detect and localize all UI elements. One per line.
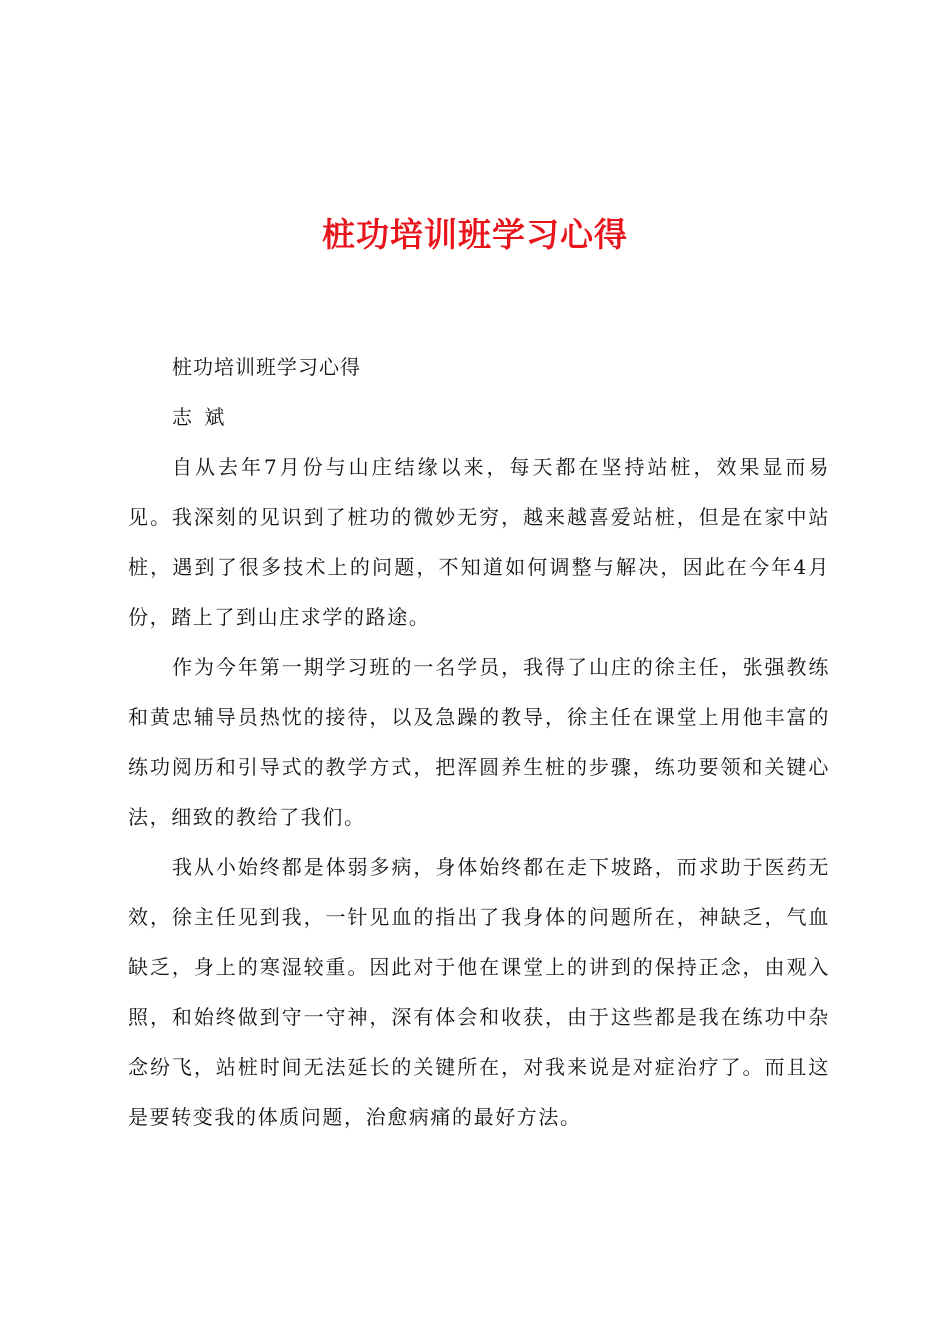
- body-paragraph: 作为今年第一期学习班的一名学员，我得了山庄的徐主任，张强教练和黄忠辅导员热忱的接待，以及急躁的教导，徐主任在课堂上用他丰富的练功阅历和引导式的教学方式，把浑圆养生桩的步骤，练功要领和关键心法，细致的教给了我们。: [128, 655, 830, 829]
- document-subtitle: 桩功培训班学习心得: [172, 355, 361, 379]
- body-paragraph: 我从小始终都是体弱多病，身体始终都在走下坡路，而求助于医药无效，徐主任见到我，一针见血的指出了我身体的问题所在，神缺乏，气血缺乏，身上的寒湿较重。因此对于他在课堂上的讲到的保持正念，由观入照，和始终做到守一守神，深有体会和收获，由于这些都是我在练功中杂念纷飞，站桩时间无法延长的关键所在，对我来说是对症治疗了。而且这是要转变我的体质问题，治愈病痛的最好方法。: [128, 855, 830, 1129]
- document-title: 桩功培训班学习心得: [322, 215, 628, 254]
- author-name: 志 斌: [172, 405, 226, 429]
- document-body: [128, 342, 830, 1142]
- body-paragraph: 自从去年7月份与山庄结缘以来，每天都在坚持站桩，效果显而易见。我深刻的见识到了桩功的微妙无穷，越来越喜爱站桩，但是在家中站桩，遇到了很多技术上的问题，不知道如何调整与解决，因此在今年4月份，踏上了到山庄求学的路途。: [128, 455, 830, 629]
